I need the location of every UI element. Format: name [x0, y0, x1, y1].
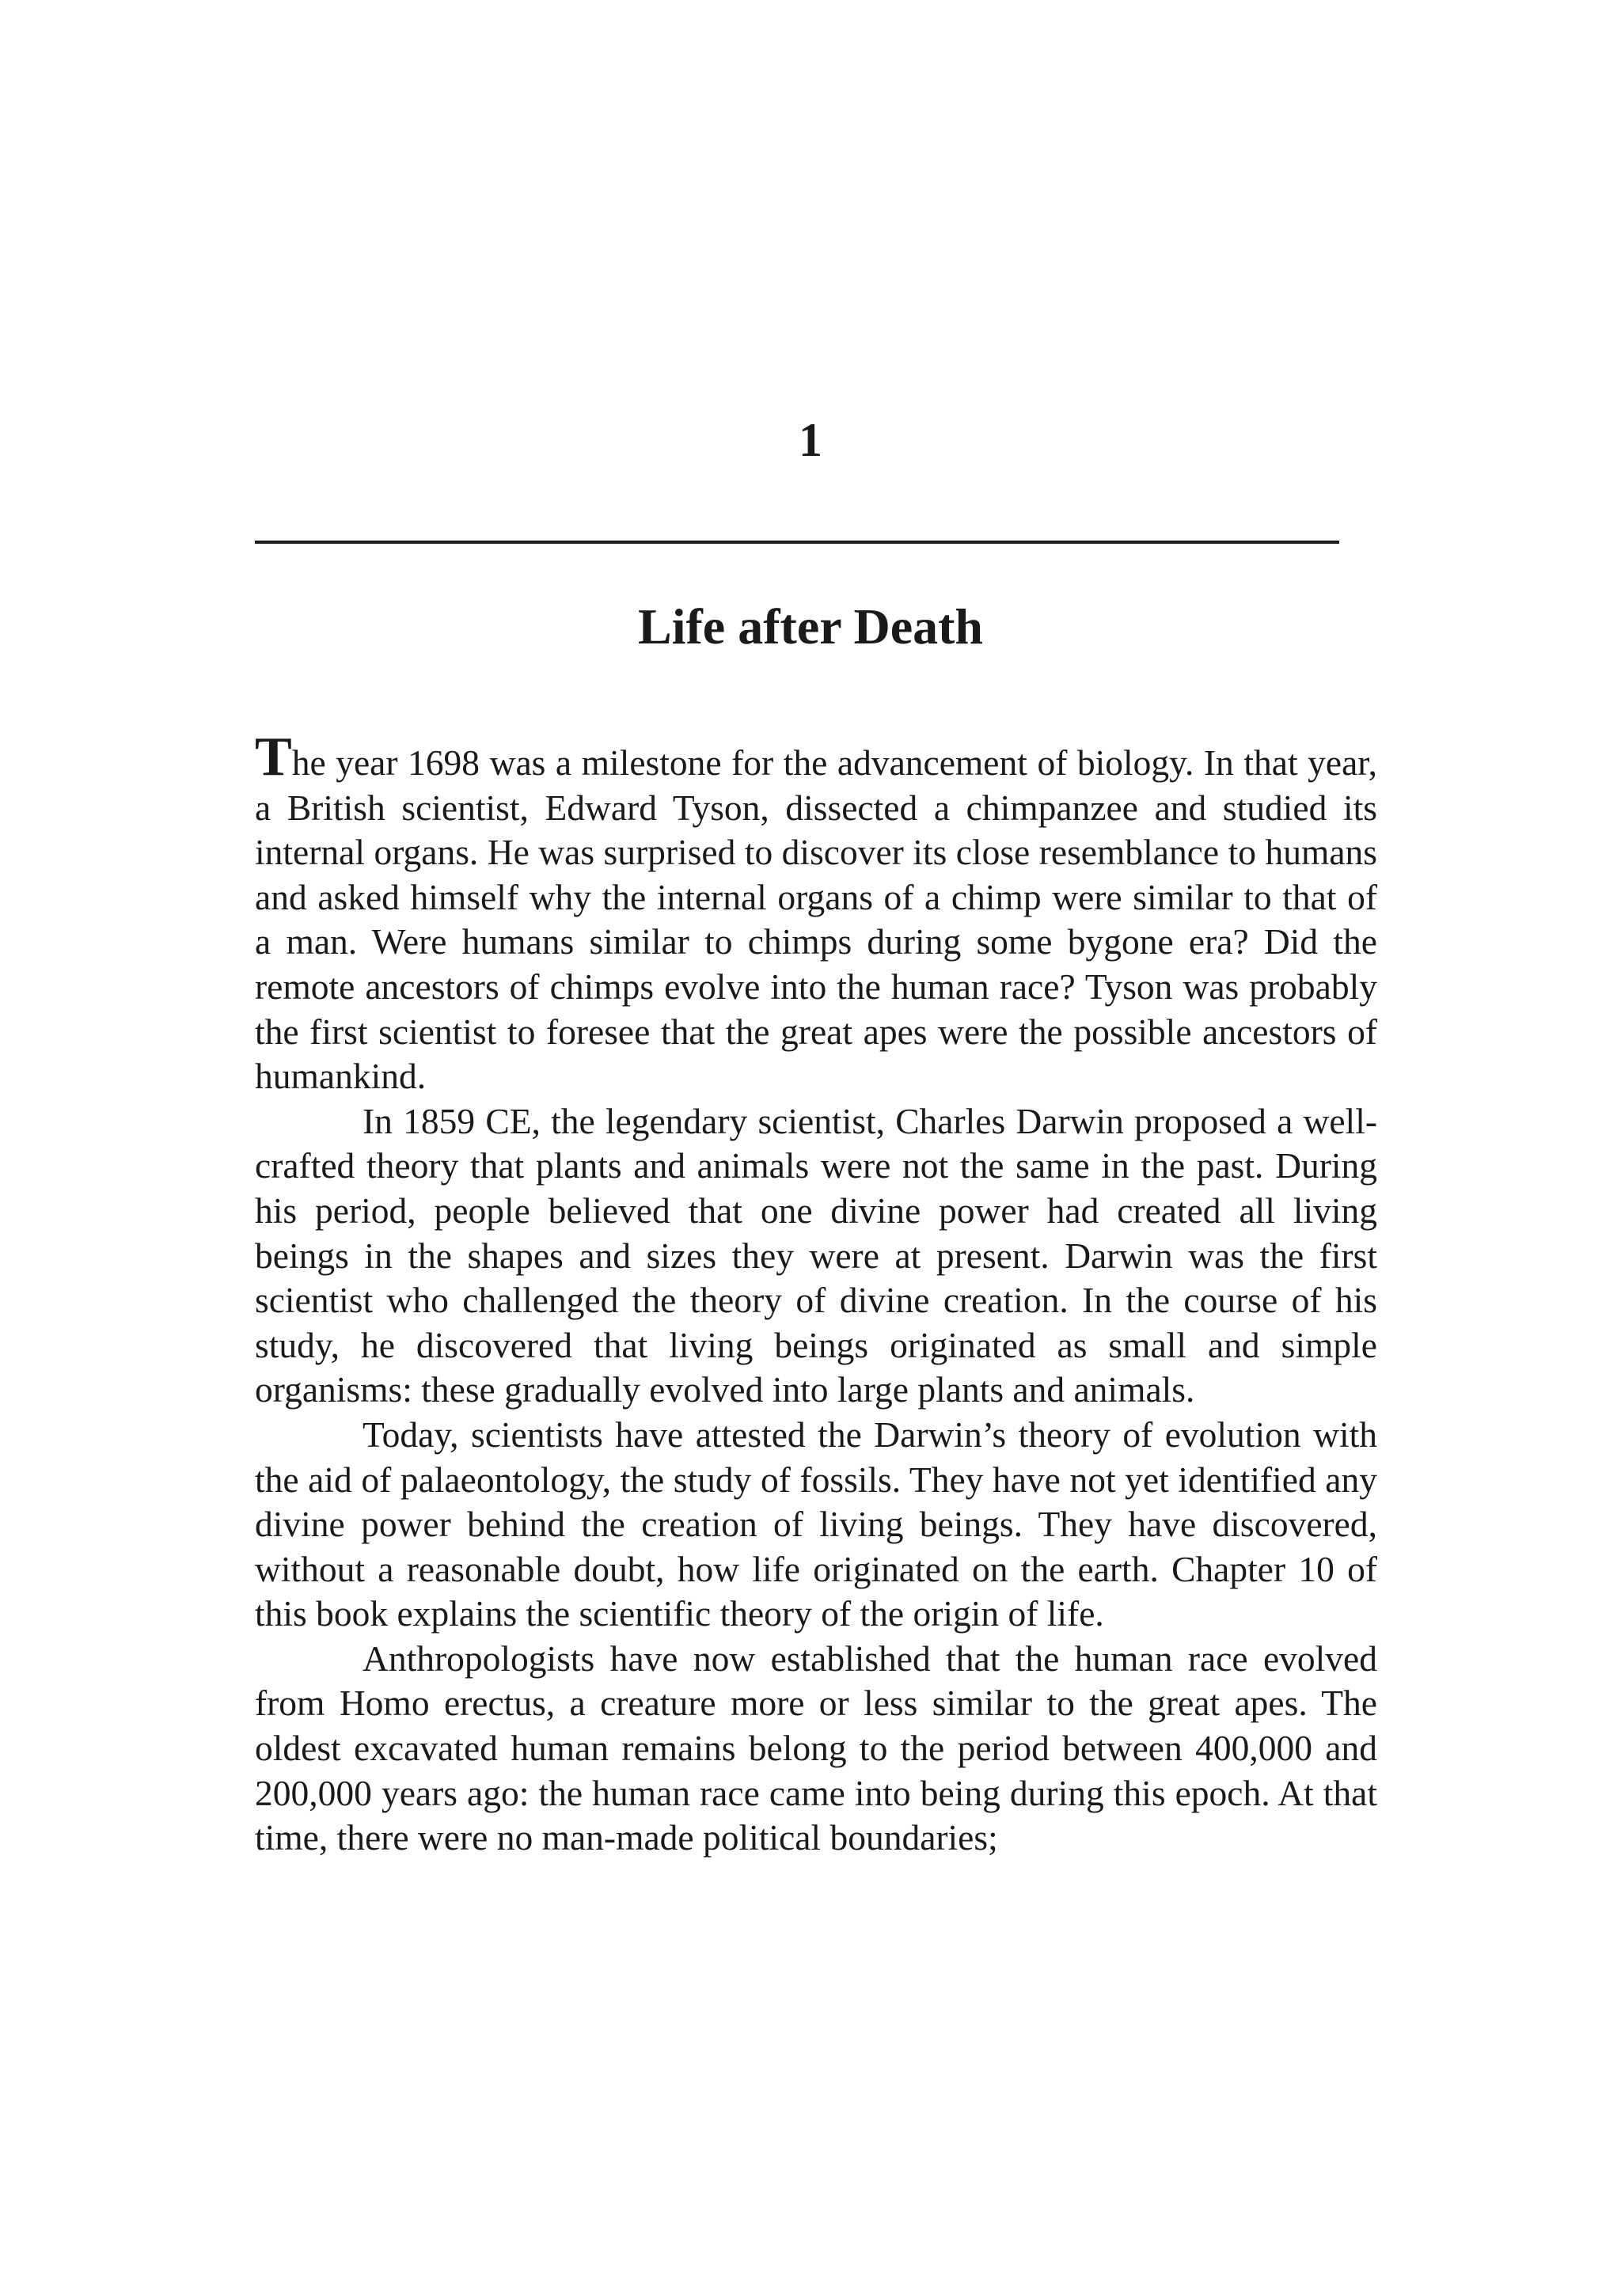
- paragraph-2: In 1859 CE, the legendary scientist, Charles Darwin proposed a well-crafted theory that plants and animals were not the same in the past. During his period, people believed that one divine power had created all living beings in the shapes and sizes they were at present. Darwin was the first scientist who challenged the theory of divine creation. In the course of his study, he discovered that living beings originated as small and simple organisms: these gradually evolved into large plants and animals.: [255, 1100, 1377, 1410]
- chapter-divider-rule: [255, 541, 1339, 544]
- chapter-body: [255, 727, 1377, 1861]
- paragraph-3: Today, scientists have attested the Darwin’s theory of evolution with the aid of palaeontology, the study of fossils. They have not yet identified any divine power behind the creation of living beings. They have discovered, without a reasonable doubt, how life originated on the earth. Chapter 10 of this book explains the scientific theory of the origin of life.: [255, 1414, 1377, 1634]
- paragraph-4: Anthropologists have now established that the human race evolved from Homo erectus, a creature more or less similar to the great apes. The oldest excavated human remains belong to the period between 400,000 and 200,000 years ago: the human race came into being during this epoch. At that time, there were no man-made political boundaries;: [255, 1638, 1377, 1858]
- paragraph-1: [255, 727, 1377, 1099]
- chapter-title: Life after Death: [638, 598, 983, 655]
- chapter-number: 1: [799, 414, 822, 466]
- paragraph-1-text: he year 1698 was a milestone for the advancement of biology. In that year, a British scientist, Edward Tyson, dissected a chimpanzee and studied its internal organs. He was surprised to discover its close resemblance to humans and asked himself why the internal organs of a chimp were similar to that of a man. Were humans similar to chimps during some bygone era? Did the remote ancestors of chimps evolve into the human race? Tyson was probably the first scientist to foresee that the great apes were the possible ancestors of humankind.: [255, 742, 1377, 1097]
- drop-cap-initial: T: [255, 727, 292, 787]
